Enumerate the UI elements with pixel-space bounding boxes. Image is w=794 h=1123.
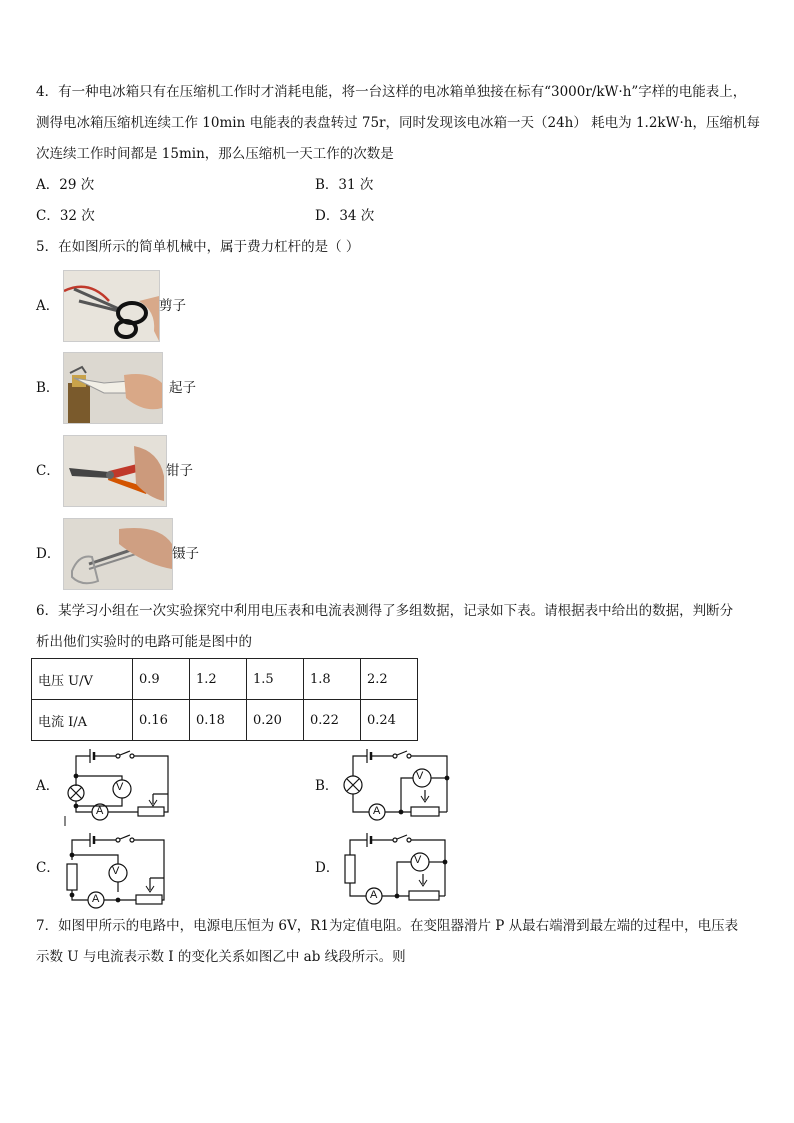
- q7-line-1: 7．如图甲所示的电路中，电源电压恒为 6V，R1为定值电阻。在变阻器滑片 P 从最右端滑到最左端的过程中，电压表: [36, 918, 739, 934]
- q5-option-b-caption: 起子: [169, 380, 196, 396]
- ammeter-label: A: [373, 805, 381, 817]
- q4-line-2: 测得电冰箱压缩机连续工作 10min 电能表的表盘转过 75r，同时发现该电冰箱一天（24h） 耗电为 1.2kW·h，压缩机每: [36, 115, 760, 131]
- q4-option-c[interactable]: C．32 次: [36, 208, 95, 224]
- table-row-voltage: [32, 659, 418, 700]
- tweezers-photo[interactable]: [63, 518, 173, 590]
- table-cell: 0.16: [133, 700, 190, 741]
- table-cell: 0.24: [361, 700, 418, 741]
- ammeter-label: A: [370, 889, 378, 901]
- q5-stem: 5．在如图所示的简单机械中，属于费力杠杆的是（ ）: [36, 239, 360, 255]
- q5-option-d-letter[interactable]: D．: [36, 546, 61, 562]
- voltmeter-label: V: [112, 865, 120, 877]
- table-cell: 1.2: [190, 659, 247, 700]
- circuit-diagram-b[interactable]: [335, 746, 455, 826]
- q6-option-c-letter[interactable]: C．: [36, 860, 60, 876]
- voltmeter-label: V: [116, 781, 124, 793]
- q5-option-c-caption: 钳子: [166, 463, 193, 479]
- table-cell: 2.2: [361, 659, 418, 700]
- table-cell: 1.5: [247, 659, 304, 700]
- ammeter-label: A: [96, 805, 104, 817]
- voltage-current-table: [31, 658, 418, 741]
- ammeter-label: A: [92, 893, 100, 905]
- voltmeter-label: V: [414, 854, 422, 866]
- table-cell: 0.20: [247, 700, 304, 741]
- circuit-diagram-d[interactable]: [335, 830, 455, 910]
- table-cell: 1.8: [304, 659, 361, 700]
- table-cell: 0.18: [190, 700, 247, 741]
- circuit-diagram-a[interactable]: [60, 746, 180, 826]
- q5-option-d-caption: 镊子: [172, 546, 199, 562]
- voltmeter-label: V: [416, 770, 424, 782]
- q4-option-d[interactable]: D．34 次: [315, 208, 375, 224]
- table-cell: 0.9: [133, 659, 190, 700]
- q6-option-a-letter[interactable]: A．: [36, 778, 60, 794]
- q6-line-1: 6．某学习小组在一次实验探究中利用电压表和电流表测得了多组数据，记录如下表。请根据表中给出的数据，判断分: [36, 603, 734, 619]
- table-header-voltage: 电压 U/V: [32, 659, 133, 700]
- q7-line-2: 示数 U 与电流表示数 I 的变化关系如图乙中 ab 线段所示。则: [36, 949, 406, 965]
- q5-option-b-letter[interactable]: B．: [36, 380, 60, 396]
- table-cell: 0.22: [304, 700, 361, 741]
- pliers-photo[interactable]: [63, 435, 167, 507]
- table-row-current: [32, 700, 418, 741]
- bottle-opener-photo[interactable]: [63, 352, 163, 424]
- q4-option-a[interactable]: A．29 次: [36, 177, 95, 193]
- q6-option-b-letter[interactable]: B．: [315, 778, 339, 794]
- circuit-diagram-c[interactable]: [60, 830, 180, 910]
- q6-line-2: 析出他们实验时的电路可能是图中的: [36, 634, 252, 650]
- q4-line-3: 次连续工作时间都是 15min，那么压缩机一天工作的次数是: [36, 146, 394, 162]
- q5-option-a-letter[interactable]: A．: [36, 298, 60, 314]
- q4-line-1: 4．有一种电冰箱只有在压缩机工作时才消耗电能，将一台这样的电冰箱单独接在标有“3000r/kW·h”字样的电能表上，: [36, 84, 747, 100]
- q5-option-a-caption: 剪子: [159, 298, 186, 314]
- q4-option-b[interactable]: B．31 次: [315, 177, 374, 193]
- q5-option-c-letter[interactable]: C．: [36, 463, 60, 479]
- q6-option-d-letter[interactable]: D．: [315, 860, 340, 876]
- table-header-current: 电流 I/A: [32, 700, 133, 741]
- scissors-photo[interactable]: [63, 270, 160, 342]
